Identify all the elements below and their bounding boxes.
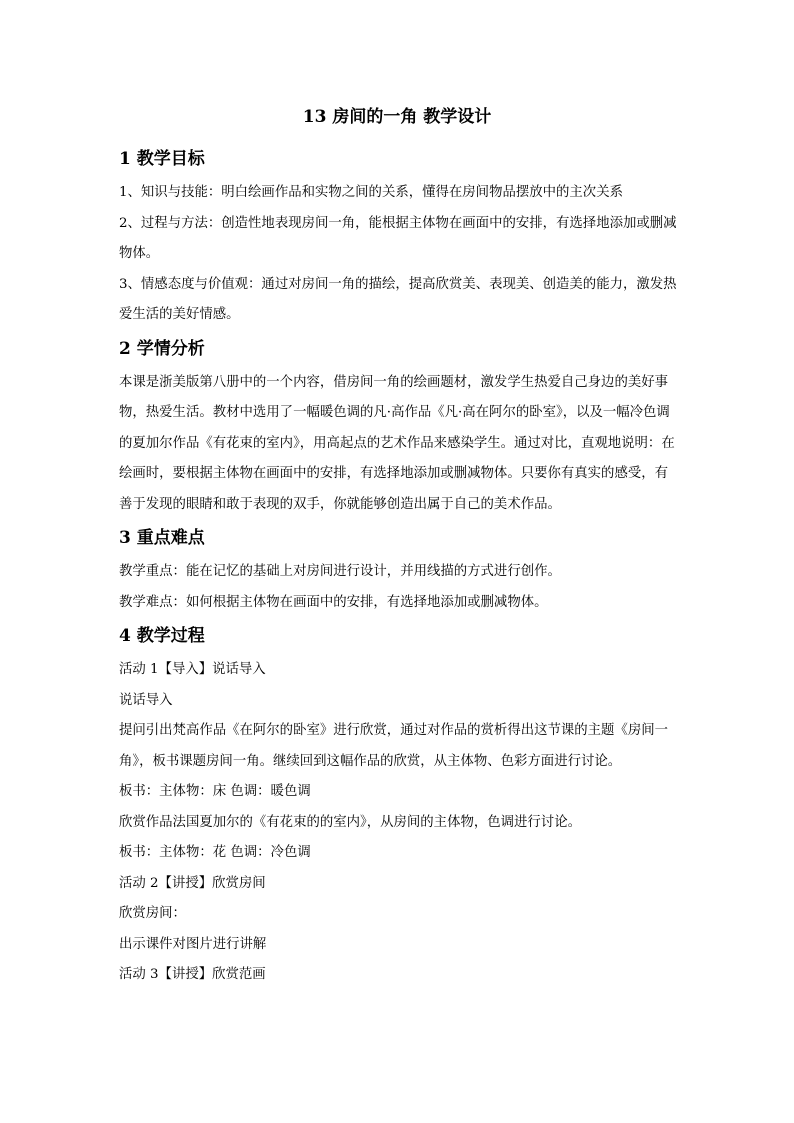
section-heading: 3 重点难点	[119, 528, 205, 548]
document-title: 13 房间的一角 教学设计	[302, 107, 492, 127]
paragraph: 2、过程与方法：创造性地表现房间一角，能根据主体物在画面中的安排，有选择地添加或删减物体。	[119, 215, 677, 261]
paragraph: 活动 3【讲授】欣赏范画	[119, 967, 266, 982]
paragraph: 教学重点：能在记忆的基础上对房间进行设计，并用线描的方式进行创作。	[119, 564, 561, 579]
paragraph: 板书：主体物：床 色调：暖色调	[119, 784, 311, 799]
paragraph: 欣赏作品法国夏加尔的《有花束的的室内》，从房间的主体物，色调进行讨论。	[119, 814, 581, 830]
section-heading: 2 学情分析	[119, 338, 205, 359]
paragraph: 活动 2【讲授】欣赏房间	[119, 875, 266, 891]
section-key-points	[119, 523, 679, 618]
section-heading: 1 教学目标	[119, 149, 205, 169]
paragraph: 教学难点：如何根据主体物在画面中的安排，有选择地添加或删减物体。	[119, 594, 548, 610]
paragraph: 板书：主体物：花 色调：冷色调	[119, 845, 311, 860]
paragraph: 提问引出梵高作品《在阿尔的卧室》进行欣赏，通过对作品的赏析得出这节课的主题《房间一角》，板书课题房间一角。继续回到这幅作品的欣赏，从主体物、色彩方面进行讨论。	[119, 723, 669, 769]
section-student-analysis	[119, 334, 679, 521]
section-teaching-process	[119, 621, 679, 991]
paragraph: 3、情感态度与价值观：通过对房间一角的描绘，提高欣赏美、表现美、创造美的能力，激发热爱生活的美好情感。	[119, 276, 677, 322]
paragraph: 欣赏房间：	[119, 906, 186, 921]
document-body	[119, 144, 679, 994]
paragraph: 活动 1【导入】说话导入	[119, 662, 266, 677]
section-teaching-goals	[119, 144, 679, 331]
paragraph: 本课是浙美版第八册中的一个内容，借房间一角的绘画题材，激发学生热爱自己身边的美好事物，热爱生活。教材中选用了一幅暖色调的凡·高作品《凡·高在阿尔的卧室》，以及一幅冷色调的夏加尔作品《有花束的室内》，用高起点的艺术作品来感染学生。通过对比，直观地说明：在绘画时，要根据主体物在画面中的安排，有选择地添加或删减物体。只要你有真实的感受，有善于发现的眼睛和敢于表现的双手，你就能够创造出属于自己的美术作品。	[119, 374, 675, 512]
section-heading: 4 教学过程	[119, 626, 205, 646]
paragraph: 出示课件对图片进行讲解	[119, 936, 267, 952]
paragraph: 说话导入	[119, 692, 173, 708]
paragraph: 1、知识与技能：明白绘画作品和实物之间的关系，懂得在房间物品摆放中的主次关系	[119, 185, 623, 200]
